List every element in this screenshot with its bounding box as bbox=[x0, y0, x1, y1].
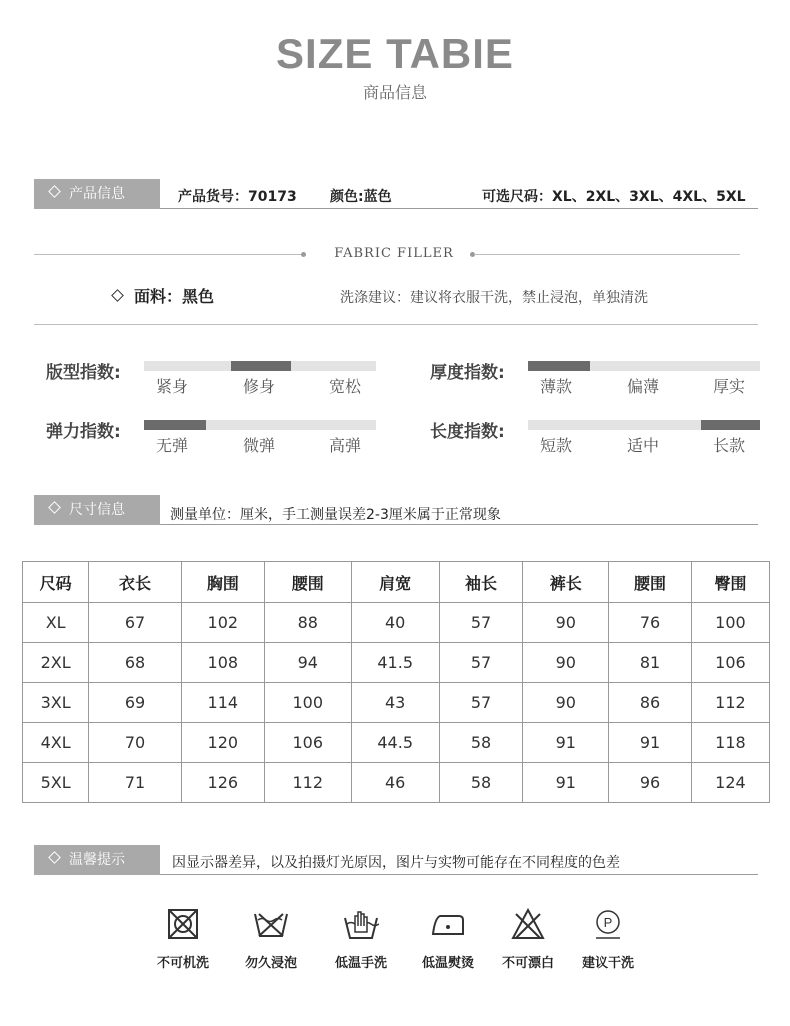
table-cell: 3XL bbox=[23, 683, 89, 723]
care-dry-clean bbox=[568, 906, 648, 971]
svg-text:P: P bbox=[603, 915, 613, 930]
care-no-soak bbox=[231, 906, 311, 971]
table-cell: 96 bbox=[609, 763, 692, 803]
table-header-cell: 肩宽 bbox=[351, 562, 439, 603]
fabric-line-left bbox=[34, 254, 302, 255]
table-cell: 100 bbox=[691, 603, 769, 643]
section-tab-label: 尺寸信息 bbox=[69, 502, 125, 518]
hand-wash-icon bbox=[343, 906, 379, 942]
table-cell: 90 bbox=[523, 603, 609, 643]
wash-value: 建议将衣服干洗，禁止浸泡，单独清洗 bbox=[410, 290, 648, 306]
table-cell: 70 bbox=[89, 723, 182, 763]
table-cell: 91 bbox=[523, 763, 609, 803]
index-bar-selected bbox=[144, 420, 206, 430]
table-row bbox=[23, 643, 770, 683]
no-soak-icon bbox=[253, 906, 289, 942]
index-label: 弹力指数: bbox=[46, 422, 121, 442]
index-bar bbox=[528, 420, 760, 430]
table-cell: 40 bbox=[351, 603, 439, 643]
low-iron-icon bbox=[430, 906, 466, 942]
index-option: 薄款 bbox=[539, 377, 572, 396]
table-cell: 90 bbox=[523, 683, 609, 723]
table-cell: 58 bbox=[439, 763, 523, 803]
table-header-cell: 裤长 bbox=[523, 562, 609, 603]
table-row bbox=[23, 723, 770, 763]
table-cell: 90 bbox=[523, 643, 609, 683]
care-label: 低温熨烫 bbox=[421, 956, 474, 971]
index-label: 长度指数: bbox=[430, 422, 505, 442]
table-cell: 91 bbox=[609, 723, 692, 763]
index-option: 厚实 bbox=[712, 377, 745, 396]
table-cell: 71 bbox=[89, 763, 182, 803]
table-cell: 124 bbox=[691, 763, 769, 803]
table-cell: 67 bbox=[89, 603, 182, 643]
table-cell: 69 bbox=[89, 683, 182, 723]
section-divider bbox=[160, 208, 758, 209]
section-tab-label: 产品信息 bbox=[69, 186, 125, 202]
section-tab-label: 温馨提示 bbox=[69, 852, 125, 868]
table-cell: 88 bbox=[264, 603, 351, 643]
diamond-icon bbox=[48, 185, 61, 198]
index-option: 宽松 bbox=[328, 377, 361, 396]
size-note: 测量单位：厘米，手工测量误差2-3厘米属于正常现象 bbox=[170, 507, 501, 523]
care-label: 建议干洗 bbox=[581, 956, 634, 971]
index-option: 微弹 bbox=[242, 436, 275, 455]
index-bar bbox=[144, 420, 376, 430]
material-row bbox=[113, 284, 214, 307]
no-bleach-icon bbox=[510, 906, 546, 942]
section-tab-size bbox=[34, 495, 160, 525]
table-row bbox=[23, 683, 770, 723]
table-cell: 58 bbox=[439, 723, 523, 763]
diamond-icon bbox=[48, 501, 61, 514]
dot-icon bbox=[301, 252, 306, 257]
table-cell: 106 bbox=[264, 723, 351, 763]
table-cell: 118 bbox=[691, 723, 769, 763]
table-header-cell: 腰围 bbox=[264, 562, 351, 603]
index-bar-selected bbox=[701, 420, 760, 430]
index-bar-selected bbox=[528, 361, 590, 371]
table-row bbox=[23, 603, 770, 643]
product-item-no: 产品货号：70173 bbox=[178, 189, 297, 205]
section-tab-product bbox=[34, 179, 160, 209]
table-cell: 126 bbox=[181, 763, 264, 803]
index-label: 版型指数: bbox=[46, 363, 121, 383]
table-cell: 57 bbox=[439, 643, 523, 683]
index-option: 偏薄 bbox=[626, 377, 659, 396]
wash-label: 洗涤建议： bbox=[340, 290, 410, 306]
material-label: 面料： bbox=[134, 287, 183, 306]
fabric-line-right bbox=[474, 254, 740, 255]
section-tab-tips bbox=[34, 845, 160, 875]
care-hand-wash bbox=[321, 906, 401, 971]
care-label: 不可漂白 bbox=[501, 956, 554, 971]
index-bar bbox=[144, 361, 376, 371]
page-title: SIZE TABIE bbox=[276, 30, 514, 77]
table-cell: 112 bbox=[691, 683, 769, 723]
table-cell: 46 bbox=[351, 763, 439, 803]
care-low-iron bbox=[408, 906, 488, 971]
table-header-row bbox=[23, 562, 770, 603]
table-cell: 112 bbox=[264, 763, 351, 803]
table-cell: 57 bbox=[439, 603, 523, 643]
index-option: 无弹 bbox=[155, 436, 188, 455]
table-header-cell: 臀围 bbox=[691, 562, 769, 603]
index-option: 高弹 bbox=[328, 436, 361, 455]
table-row bbox=[23, 763, 770, 803]
table-cell: 43 bbox=[351, 683, 439, 723]
table-cell: 4XL bbox=[23, 723, 89, 763]
table-header-cell: 胸围 bbox=[181, 562, 264, 603]
index-option: 长款 bbox=[712, 436, 745, 455]
no-machine-wash-icon bbox=[165, 906, 201, 942]
diamond-icon bbox=[48, 851, 61, 864]
table-cell: 41.5 bbox=[351, 643, 439, 683]
table-cell: 76 bbox=[609, 603, 692, 643]
dry-clean-icon bbox=[590, 906, 626, 942]
table-cell: XL bbox=[23, 603, 89, 643]
table-cell: 86 bbox=[609, 683, 692, 723]
fabric-title: FABRIC FILLER bbox=[334, 246, 454, 261]
table-cell: 114 bbox=[181, 683, 264, 723]
index-option: 短款 bbox=[539, 436, 572, 455]
index-bar-selected bbox=[231, 361, 291, 371]
care-label: 勿久浸泡 bbox=[244, 956, 297, 971]
table-cell: 94 bbox=[264, 643, 351, 683]
table-header-cell: 袖长 bbox=[439, 562, 523, 603]
care-no-bleach bbox=[488, 906, 568, 971]
table-cell: 106 bbox=[691, 643, 769, 683]
table-cell: 108 bbox=[181, 643, 264, 683]
index-option: 适中 bbox=[626, 436, 659, 455]
care-label: 低温手洗 bbox=[334, 956, 387, 971]
care-label: 不可机洗 bbox=[156, 956, 209, 971]
table-cell: 68 bbox=[89, 643, 182, 683]
table-header-cell: 尺码 bbox=[23, 562, 89, 603]
table-cell: 100 bbox=[264, 683, 351, 723]
size-table bbox=[22, 561, 770, 803]
tips-note: 因显示器差异，以及拍摄灯光原因，图片与实物可能存在不同程度的色差 bbox=[172, 855, 620, 871]
table-cell: 102 bbox=[181, 603, 264, 643]
fabric-bottom-line bbox=[34, 324, 758, 325]
diamond-icon bbox=[111, 289, 124, 302]
table-cell: 91 bbox=[523, 723, 609, 763]
product-sizes: 可选尺码：XL、2XL、3XL、4XL、5XL bbox=[482, 189, 746, 205]
index-option: 修身 bbox=[242, 377, 275, 396]
section-divider bbox=[160, 874, 758, 875]
table-header-cell: 腰围 bbox=[609, 562, 692, 603]
wash-advice bbox=[340, 287, 648, 307]
section-divider bbox=[160, 524, 758, 525]
index-bar bbox=[528, 361, 760, 371]
table-cell: 2XL bbox=[23, 643, 89, 683]
material-value: 黑色 bbox=[182, 287, 215, 306]
table-cell: 57 bbox=[439, 683, 523, 723]
page-subtitle: 商品信息 bbox=[362, 83, 427, 102]
care-no-machine-wash bbox=[143, 906, 223, 971]
table-header-cell: 衣长 bbox=[89, 562, 182, 603]
index-option: 紧身 bbox=[155, 377, 188, 396]
table-cell: 81 bbox=[609, 643, 692, 683]
table-cell: 120 bbox=[181, 723, 264, 763]
table-cell: 5XL bbox=[23, 763, 89, 803]
index-label: 厚度指数: bbox=[430, 363, 505, 383]
product-color: 颜色:蓝色 bbox=[330, 189, 392, 205]
table-cell: 44.5 bbox=[351, 723, 439, 763]
